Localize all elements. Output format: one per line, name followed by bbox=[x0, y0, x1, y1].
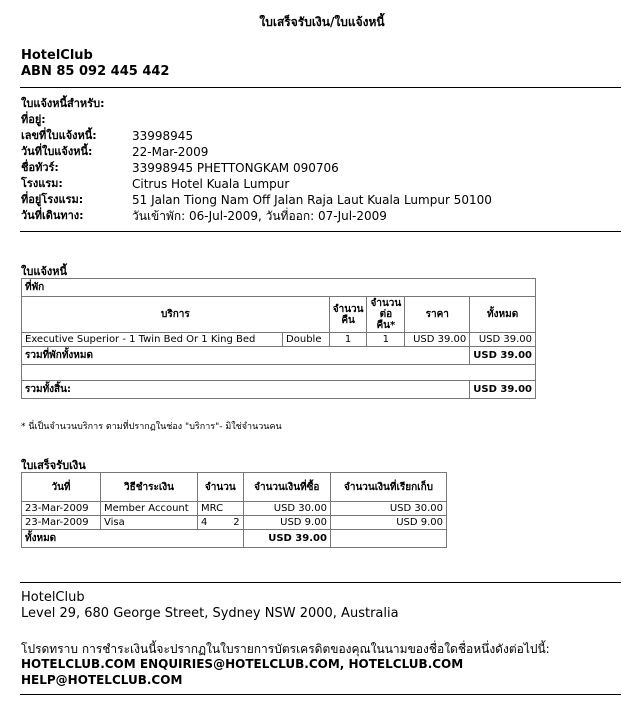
cell-nights: 1 bbox=[329, 333, 367, 347]
cell-paid: USD 9.00 bbox=[243, 516, 330, 530]
cell-paid: USD 30.00 bbox=[243, 502, 330, 516]
column-header-price: ราคา bbox=[405, 297, 470, 333]
cell-description: Executive Superior - 1 Twin Bed Or 1 King Bed bbox=[22, 333, 283, 347]
receipt-table bbox=[21, 472, 447, 548]
column-header-per-night: จำนวนต่อคืน* bbox=[367, 297, 405, 333]
grand-total-row bbox=[22, 381, 536, 399]
cell-amount: 4 bbox=[198, 516, 221, 530]
info-row bbox=[21, 208, 492, 224]
info-value bbox=[132, 96, 492, 112]
table-row bbox=[22, 502, 447, 516]
receipt-total-label: ทั้งหมด bbox=[22, 530, 244, 548]
table-row bbox=[22, 516, 447, 530]
cell-total: USD 39.00 bbox=[470, 333, 536, 347]
footer-company: HotelClub bbox=[21, 590, 85, 605]
spacer-cell bbox=[22, 365, 536, 381]
column-header-charged: จำนวนเงินที่เรียกเก็บ bbox=[330, 473, 446, 502]
cell-bed-type: Double bbox=[283, 333, 330, 347]
column-header-amount: จำนวน bbox=[198, 473, 244, 502]
table-row bbox=[22, 333, 536, 347]
tour-name: 33998945 PHETTONGKAM 090706 bbox=[132, 161, 339, 175]
info-label: เลขที่ใบแจ้งหนี้: bbox=[21, 129, 97, 142]
invoice-date: 22-Mar-2009 bbox=[132, 145, 209, 159]
invoice-section-title: ใบแจ้งหนี้ bbox=[21, 265, 68, 278]
cell-price: USD 39.00 bbox=[405, 333, 470, 347]
page-title: ใบเสร็จรับเงิน/ใบแจ้งหนี้ bbox=[259, 15, 385, 29]
invoice-number: 33998945 bbox=[132, 129, 194, 143]
cell-amount: MRC bbox=[198, 502, 244, 516]
column-header-paid: จำนวนเงินที่ซื้อ bbox=[243, 473, 330, 502]
total-row bbox=[22, 530, 447, 548]
divider bbox=[20, 87, 621, 88]
grand-total-label: รวมทั้งสิ้น: bbox=[22, 381, 470, 399]
cell-date: 23-Mar-2009 bbox=[22, 502, 101, 516]
info-value bbox=[132, 112, 492, 128]
cell-charged: USD 30.00 bbox=[330, 502, 446, 516]
cell-amount-extra: 2 bbox=[220, 516, 243, 530]
info-label: วันที่ใบแจ้งหนี้: bbox=[21, 145, 93, 158]
billing-names-line2: HELP@HOTELCLUB.COM bbox=[21, 673, 183, 687]
hotel-address: 51 Jalan Tiong Nam Off Jalan Raja Laut Kuala Lumpur 50100 bbox=[132, 193, 492, 207]
cell-charged: USD 9.00 bbox=[330, 516, 446, 530]
empty-cell bbox=[330, 530, 446, 548]
hotel-name: Citrus Hotel Kuala Lumpur bbox=[132, 177, 290, 191]
footer-address: Level 29, 680 George Street, Sydney NSW 2000, Australia bbox=[21, 606, 399, 621]
subtotal-row bbox=[22, 347, 536, 365]
company-name: HotelClub bbox=[21, 48, 93, 63]
info-row bbox=[21, 96, 492, 112]
info-row bbox=[21, 176, 492, 192]
info-row bbox=[21, 128, 492, 144]
footer-notice: โปรดทราบ การชำระเงินนี้จะปรากฏในใบรายการบัตรเครดิตของคุณในนามของชื่อใดชื่อหนึ่งดังต่อไปนี้: bbox=[21, 642, 550, 656]
table-header-row bbox=[22, 473, 447, 502]
column-header-service: บริการ bbox=[22, 297, 330, 333]
column-header-total: ทั้งหมด bbox=[470, 297, 536, 333]
table-row bbox=[22, 279, 536, 297]
subtotal-label: รวมที่พักทั้งหมด bbox=[22, 347, 470, 365]
travel-dates: วันเข้าพัก: 06-Jul-2009, วันที่ออก: 07-Jul-2009 bbox=[132, 209, 387, 223]
info-row bbox=[21, 192, 492, 208]
group-label: ที่พัก bbox=[22, 279, 536, 297]
info-row bbox=[21, 144, 492, 160]
cell-date: 23-Mar-2009 bbox=[22, 516, 101, 530]
divider bbox=[20, 231, 621, 232]
note-text: * นี่เป็นจำนวนบริการ ตามที่ปรากฏในช่อง "บริการ"- มิใช่จำนวนคน bbox=[21, 422, 282, 432]
info-row bbox=[21, 160, 492, 176]
info-label: วันที่เดินทาง: bbox=[21, 209, 84, 222]
divider bbox=[20, 694, 621, 695]
column-header-method: วิธีชำระเงิน bbox=[101, 473, 198, 502]
info-row bbox=[21, 112, 492, 128]
invoice-table bbox=[21, 278, 536, 399]
cell-method: Member Account bbox=[101, 502, 198, 516]
invoice-info bbox=[21, 96, 492, 224]
column-header-date: วันที่ bbox=[22, 473, 101, 502]
receipt-total-value: USD 39.00 bbox=[243, 530, 330, 548]
billing-names-line1: HOTELCLUB.COM ENQUIRIES@HOTELCLUB.COM, HOTELCLUB.COM bbox=[21, 657, 464, 671]
receipt-section-title: ใบเสร็จรับเงิน bbox=[21, 459, 86, 472]
info-label: ที่อยู่โรงแรม: bbox=[21, 193, 84, 206]
cell-per-night: 1 bbox=[367, 333, 405, 347]
grand-total-value: USD 39.00 bbox=[470, 381, 536, 399]
cell-method: Visa bbox=[101, 516, 198, 530]
spacer-row bbox=[22, 365, 536, 381]
subtotal-value: USD 39.00 bbox=[470, 347, 536, 365]
table-header-row bbox=[22, 297, 536, 333]
info-label: ที่อยู่: bbox=[21, 113, 46, 126]
column-header-nights: จำนวนคืน bbox=[329, 297, 367, 333]
divider bbox=[20, 582, 621, 583]
info-label: ใบแจ้งหนี้สำหรับ: bbox=[21, 97, 105, 110]
company-abn: ABN 85 092 445 442 bbox=[21, 64, 170, 79]
info-label: โรงแรม: bbox=[21, 177, 63, 190]
info-label: ชื่อทัวร์: bbox=[21, 161, 59, 174]
